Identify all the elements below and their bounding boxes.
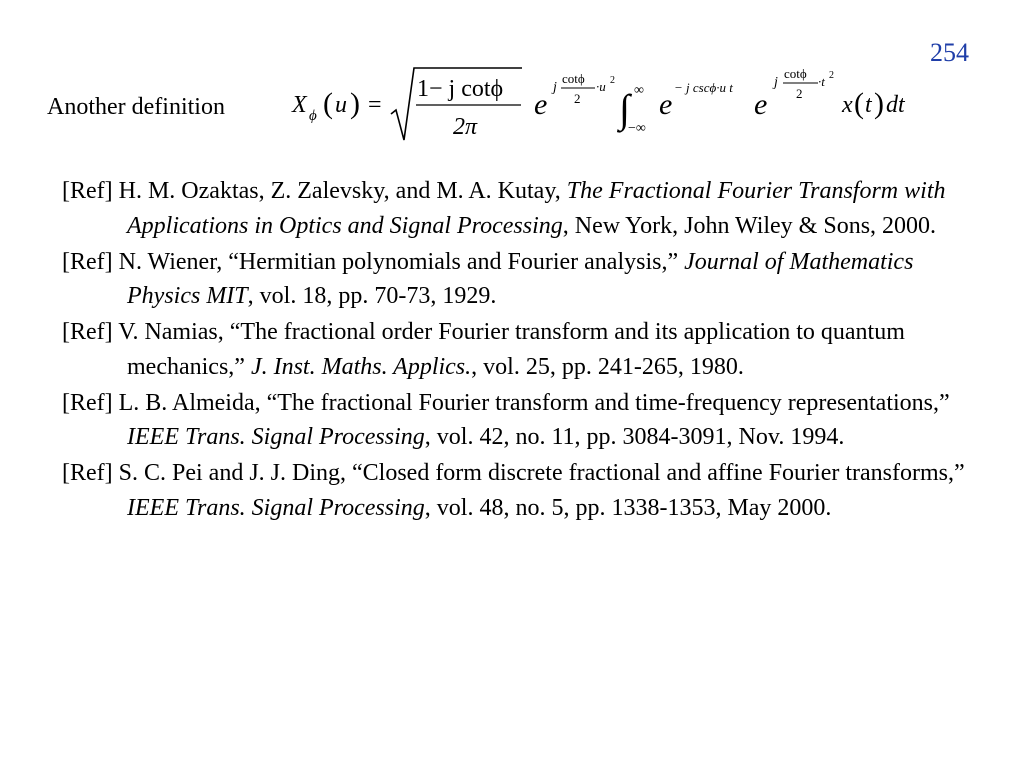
page-number: 254	[930, 38, 969, 67]
formula-lhs-sub: ϕ	[309, 108, 317, 124]
reference-item	[62, 245, 982, 314]
exp3-base: e	[754, 88, 768, 121]
formula-x-close-paren: )	[874, 87, 884, 120]
exp3-numer: cotϕ	[784, 66, 807, 81]
formula-t: t	[865, 92, 872, 118]
reference-prefix: [Ref] S. C. Pei and J. J. Ding, “Closed form discrete fractional and affine Fourier transforms,”	[62, 460, 965, 486]
reference-title: The Fractional Fourier Transform with Applications in Optics and Signal Processing	[127, 178, 946, 239]
formula-x: x	[842, 92, 853, 118]
fractional-fourier-formula	[290, 60, 930, 150]
exp1-tail: ·u	[596, 79, 606, 94]
reference-suffix: , vol. 25, pp. 241-265, 1980.	[471, 353, 744, 380]
exp3-tail: ·t	[818, 74, 825, 89]
reference-item	[62, 174, 982, 243]
formula-lhs-open-paren: (	[323, 87, 333, 120]
formula-lhs-var: X	[292, 92, 307, 118]
integral-upper: ∞	[634, 83, 644, 98]
formula-lhs-arg: u	[335, 92, 347, 118]
exp2-exponent: − j cscϕ·u t	[674, 80, 733, 95]
integral-lower: −∞	[628, 121, 646, 136]
formula-x-open-paren: (	[854, 87, 864, 120]
exp1-denom: 2	[574, 91, 581, 106]
reference-title: IEEE Trans. Signal Processing	[127, 494, 425, 521]
formula-equals: =	[368, 92, 382, 118]
reference-title: J. Inst. Maths. Applics.	[250, 353, 472, 380]
exp1-j: j	[553, 80, 557, 95]
formula-dt: dt	[886, 92, 905, 118]
reference-prefix: [Ref] L. B. Almeida, “The fractional Fourier transform and time-frequency representations,”	[62, 389, 950, 416]
reference-prefix: [Ref] H. M. Ozaktas, Z. Zalevsky, and M. A. Kutay,	[62, 178, 567, 204]
reference-item	[62, 386, 982, 455]
reference-suffix: , vol. 48, no. 5, pp. 1338-1353, May 2000.	[424, 494, 832, 521]
exp3-j: j	[774, 75, 778, 90]
exp1-numer: cotϕ	[562, 71, 585, 86]
reference-suffix: , New York, John Wiley & Sons, 2000.	[562, 212, 937, 239]
reference-item	[62, 315, 982, 384]
formula-lhs-close-paren: )	[350, 87, 360, 120]
integral-sign: ∫	[619, 86, 630, 131]
reference-item	[62, 456, 982, 525]
exp3-denom: 2	[796, 86, 803, 101]
reference-suffix: , vol. 18, pp. 70-73, 1929.	[247, 283, 497, 309]
exp2-base: e	[659, 88, 673, 121]
reference-title: Journal of Mathematics Physics MIT	[127, 248, 914, 309]
exp1-power: 2	[610, 75, 615, 86]
sqrt-numerator: 1− j cotϕ	[417, 76, 504, 102]
exp3-power: 2	[829, 70, 834, 81]
reference-title: IEEE Trans. Signal Processing	[127, 424, 425, 450]
exp1-base: e	[534, 88, 548, 121]
reference-prefix: [Ref] V. Namias, “The fractional order Fourier transform and its application to quantum mechanics,”	[62, 319, 905, 380]
sqrt-denominator: 2π	[453, 114, 478, 140]
reference-prefix: [Ref] N. Wiener, “Hermitian polynomials and Fourier analysis,”	[62, 248, 685, 275]
reference-list	[62, 174, 982, 527]
definition-label: Another definition	[47, 94, 225, 120]
reference-suffix: , vol. 42, no. 11, pp. 3084-3091, Nov. 1994.	[424, 424, 845, 450]
